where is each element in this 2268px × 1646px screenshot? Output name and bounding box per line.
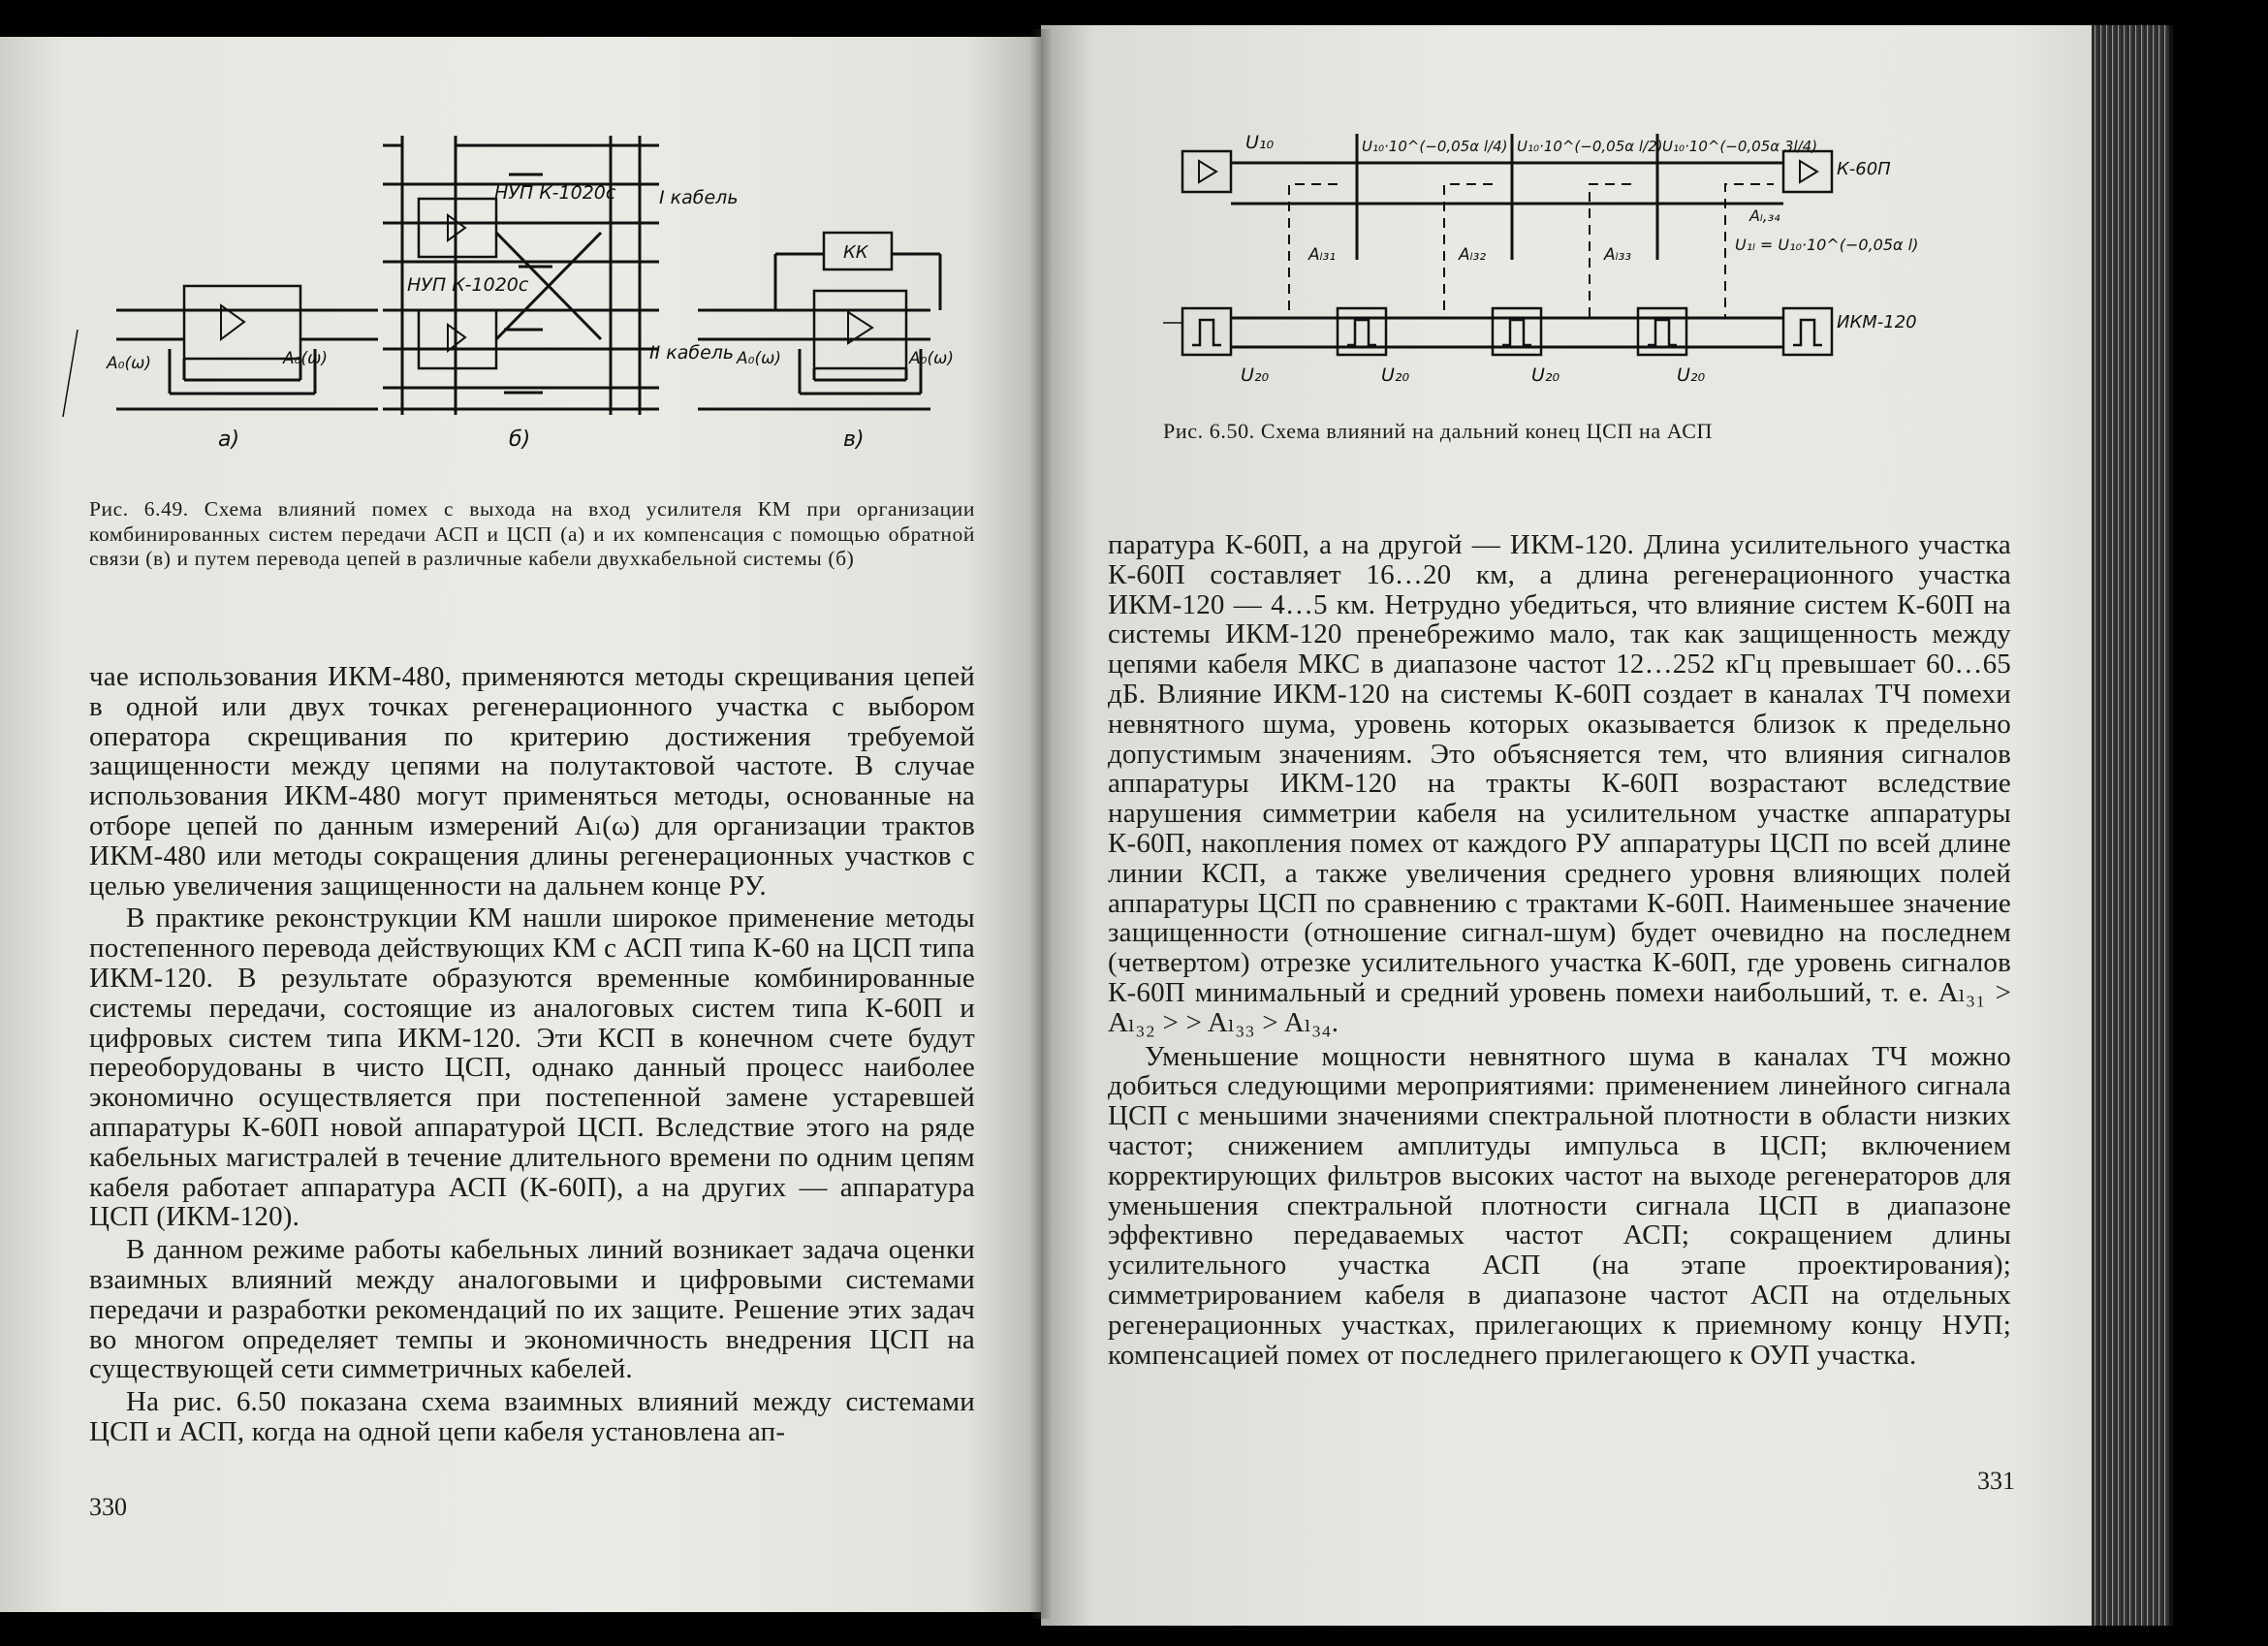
u10-label-c: U₁₀·10^(−0,05α l/2) [1517,138,1663,155]
paragraph: В данном режиме работы кабельных линий возникает задача оценки взаимных влияний между аналоговыми и цифровыми системами передачи и разработки рекомендаций по их защите. Решение этих задач во многом определяет темпы и экономичность внедрения ЦСП на существующей сети симметричных кабелей. [89,1234,975,1385]
a0-right-v: A₀(ω) [909,349,954,368]
a0-right-a: A₀(ω) [283,349,328,368]
figure-6-49-diagram [78,126,989,456]
a0-left-a: A₀(ω) [107,354,151,373]
sub-label-v: в) [843,427,865,452]
caption-number: Рис. 6.49. [89,497,189,521]
u10-label-a: U₁₀ [1245,132,1275,153]
ikm120-label: ИКМ-120 [1837,312,1917,332]
u20-label-d: U₂₀ [1677,364,1706,386]
a134-label: Aₗ,₃₄ [1749,206,1780,225]
paragraph: В практике реконструкции КМ нашли широкое применение методы постепенного перевода действующих КМ с АСП типа К-60 на ЦСП типа ИКМ-120. В результате образуются временные комбинированные системы передачи, состоящие из аналоговых систем типа К-60П и цифровых систем типа ИКМ-120. Эти КСП в конечном счете будут переоборудованы в чисто ЦСП, однако данный процесс наиболее экономично осуществляется при постепенной замене устаревшей аппаратуры К-60П новой аппаратурой ЦСП. Вследствие этого на ряде кабельных магистралей в течение длительного времени по одним цепям кабеля работает аппаратура АСП (К-60П), а на других — аппаратура ЦСП (ИКМ-120). [89,902,975,1233]
a132-label: Aₗ₃₂ [1459,245,1487,265]
right-body-text [1108,530,2011,1370]
figure-6-50 [1163,114,1919,396]
caption-text: Схема влияний помех с выхода на вход усилителя КМ при организации комбинированных систем передачи АСП и ЦСП (а) и их компенсация с помощью обратной связи (в) и путем перевода цепей в различные кабели двухкабельной системы (б) [89,497,975,570]
caption-number: Рис. 6.50. [1163,419,1255,443]
a131-label: Aₗ₃₁ [1308,245,1337,265]
paragraph: паратура К-60П, а на другой — ИКМ-120. Длина усилительного участка К-60П составляет 16…20 км, а длина регенерационного участка ИКМ-120 — 4…5 км. Нетрудно убедиться, что влияние систем К-60П на системы ИКМ-120 пренебрежимо мало, так как защищенность между цепями кабеля МКС в диапазоне частот 12…252 кГц превышает 60…65 дБ. Влияние ИКМ-120 на системы К-60П создает в каналах ТЧ помехи невнятного шума, уровень которых оказывается близок к предельно допустимым значениям. Это объясняется тем, что влияния сигналов аппаратуры ИКМ-120 на тракты К-60П возрастают вследствие нарушения симметрии кабеля на усилительном участке аппаратуры К-60П, накопления помех от каждого РУ аппаратуры ЦСП по всей длине линии КСП, а также увеличения среднего уровня влияющих полей аппаратуры ЦСП по сравнению с трактами К-60П. Наименьшее значение защищенности (отношение сигнал-шум) будет очевидно на последнем (четвертом) отрезке усилительного участка К-60П, где уровень сигналов К-60П минимальный и средний уровень помехи наибольший, т. е. Aₗ₃₁ > Aₗ₃₂ > > Aₗ₃₃ > Aₗ₃₄. [1108,529,2011,1038]
sub-label-a: а) [218,427,240,452]
caption-text: Схема влияний на дальний конец ЦСП на АСП [1260,419,1713,443]
paragraph: Уменьшение мощности невнятного шума в каналах ТЧ можно добиться следующими мероприятиями: применением линейного сигнала ЦСП с меньшими значениями спектральной плотности в области низких частот; снижением амплитуды импульса в ЦСП; включением корректирующих фильтров высоких частот на выходе регенераторов для уменьшения спектральной плотности сигнала ЦСП в диапазоне эффективно передаваемых частот АСП; сокращением длины усилительного участка АСП (на этапе проектирования); симметрированием кабеля в диапазоне частот АСП на отдельных регенерационных участках, прилегающих к приемному концу НУП; компенсацией помех от последнего прилегающего к ОУП участка. [1108,1040,2011,1371]
paragraph: чае использования ИКМ-480, применяются методы скрещивания цепей в одной или двух точках регенерационного участка с выбором оператора скрещивания по критерию достижения требуемой защищенности между цепями на полутактовой частоте. В случае использования ИКМ-480 могут применяться методы, основанные на отборе цепей по данным измерений Aₗ(ω) для организации трактов ИКМ-480 или методы сокращения длины регенерационных участков с целью увеличения защищенности на дальнем конце РУ. [89,661,975,902]
page-edges [2092,25,2173,1626]
figure-6-49-caption [89,497,975,572]
u10-label-b: U₁₀·10^(−0,05α l/4) [1362,138,1508,155]
sub-label-b: б) [509,427,531,452]
nup-bottom-label: НУП К-1020с [407,274,529,296]
figure-6-50-diagram [1163,114,1919,396]
page-number-left: 330 [89,1493,127,1521]
u20-label-b: U₂₀ [1381,364,1410,386]
cable-1-label: I кабель [659,187,739,208]
k60p-label: К-60П [1837,159,1891,179]
nup-top-label: НУП К-1020с [494,182,616,204]
u20-label-c: U₂₀ [1531,364,1560,386]
figure-6-49 [78,126,989,456]
a133-label: Aₗ₃₃ [1604,245,1632,265]
u10-label-d: U₁₀·10^(−0,05α 3l/4) [1662,138,1818,155]
kk-label: КК [843,242,868,263]
paragraph: На рис. 6.50 показана схема взаимных влияний между системами ЦСП и АСП, когда на одной цепи кабеля установлена ап- [89,1386,975,1447]
cable-2-label: II кабель [649,342,735,364]
book-spine [1029,29,1053,1619]
left-body-text [89,662,975,1447]
page-number-right: 331 [1977,1467,2015,1495]
u1l-label: U₁ₗ = U₁₀·10^(−0,05α l) [1735,236,1919,254]
figure-6-50-caption [1163,419,1938,444]
u20-label-a: U₂₀ [1241,364,1270,386]
a0-left-v: A₀(ω) [737,349,781,368]
